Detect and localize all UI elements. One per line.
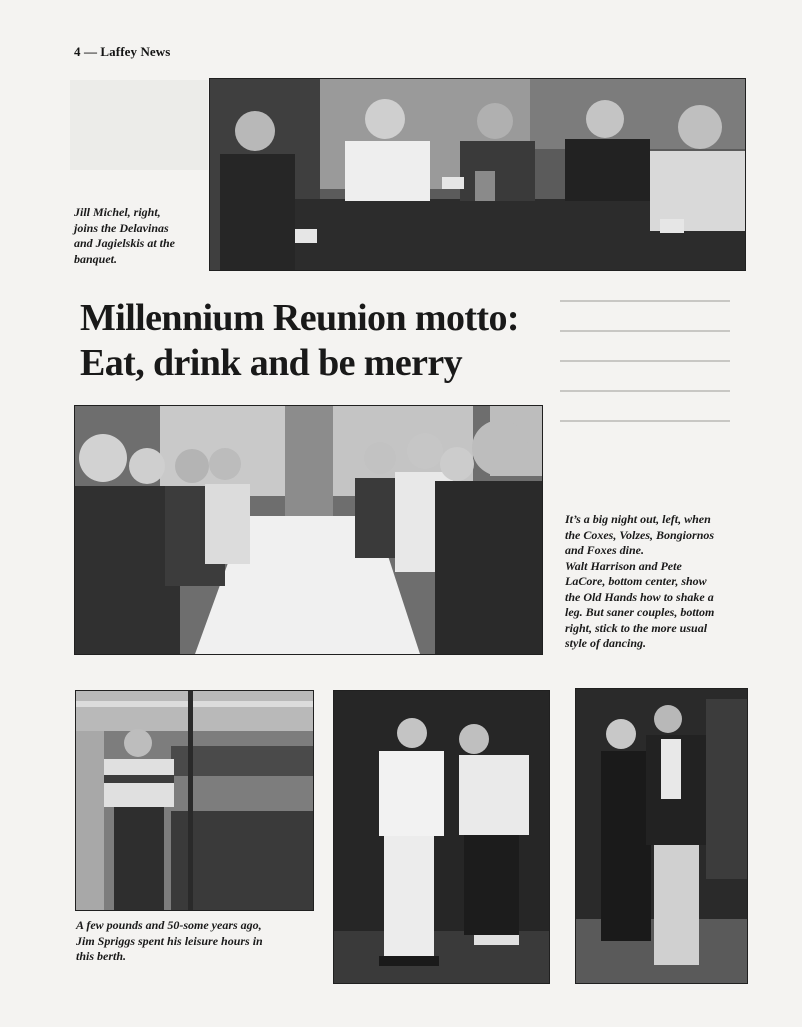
headline-line: Eat, drink and be merry bbox=[80, 342, 463, 384]
dinner-table-caption bbox=[565, 512, 775, 652]
caption-line: It’s a big night out, left, when bbox=[565, 512, 711, 526]
reverse-page-bleed-line bbox=[560, 360, 730, 362]
dancing-men-photo-image bbox=[334, 691, 549, 983]
reverse-page-bleed-line bbox=[560, 390, 730, 392]
caption-line: and Jagielskis at the bbox=[74, 236, 176, 250]
dancing-men-photo bbox=[333, 690, 550, 984]
caption-line: style of dancing. bbox=[565, 636, 646, 650]
reverse-page-bleed-line bbox=[560, 300, 730, 302]
caption-line: and Foxes dine. bbox=[565, 543, 645, 557]
banquet-photo bbox=[209, 78, 746, 271]
couple-dancing-photo bbox=[575, 688, 748, 984]
caption-line: leg. But saner couples, bottom bbox=[565, 605, 715, 619]
caption-line: right, stick to the more usual bbox=[565, 620, 708, 635]
berth-photo bbox=[75, 690, 314, 911]
banquet-photo-image bbox=[210, 79, 745, 270]
headline-line: Millennium Reunion motto: bbox=[80, 297, 519, 339]
page-folio: 4 — Laffey News bbox=[74, 44, 171, 59]
caption-line: Jill Michel, right, bbox=[74, 205, 161, 219]
banquet-caption bbox=[74, 205, 204, 267]
reverse-page-bleed-line bbox=[560, 330, 730, 332]
reverse-page-bleed-top bbox=[70, 80, 208, 170]
reverse-page-bleed-line bbox=[560, 420, 730, 422]
dinner-table-photo bbox=[74, 405, 543, 655]
caption-line: the Old Hands how to shake a bbox=[565, 589, 714, 604]
couple-dancing-photo-image bbox=[576, 689, 747, 983]
caption-line: banquet. bbox=[74, 251, 118, 266]
dinner-table-photo-image bbox=[75, 406, 542, 654]
caption-line: the Coxes, Volzes, Bongiornos bbox=[565, 527, 715, 542]
caption-line: LaCore, bottom center, show bbox=[565, 574, 707, 588]
berth-caption bbox=[76, 918, 316, 965]
article-headline bbox=[80, 296, 550, 386]
caption-line: joins the Delavinas bbox=[74, 220, 169, 235]
caption-line: Walt Harrison and Pete bbox=[565, 558, 682, 573]
caption-line: A few pounds and 50-some years ago, bbox=[76, 918, 262, 932]
berth-photo-image bbox=[76, 691, 313, 910]
caption-line: this berth. bbox=[76, 949, 127, 963]
caption-line: Jim Spriggs spent his leisure hours in bbox=[76, 933, 263, 948]
